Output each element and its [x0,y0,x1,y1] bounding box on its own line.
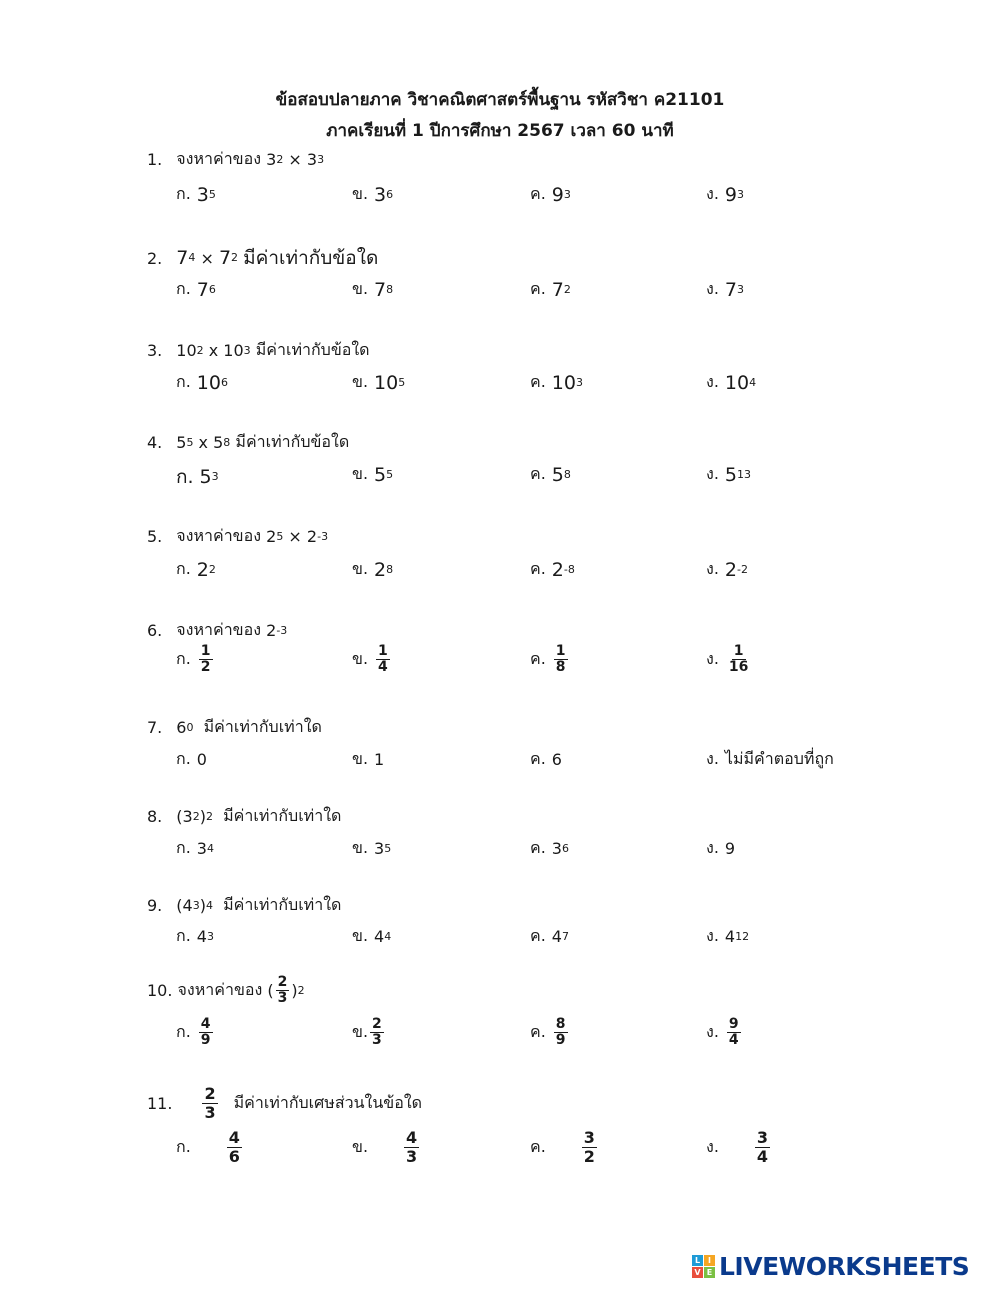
base: (3 [176,807,193,826]
question-3 [0,338,1000,428]
base: 2 [374,558,387,581]
option-b[interactable] [352,644,392,675]
question-stem: 10. จงหาค่าของ ( $\frac{2}{3}$ ) 2 [147,974,305,1006]
base: 10 [551,371,576,394]
denominator: 16 [728,659,749,675]
base: 7 [551,278,564,301]
option-label: ข. [352,184,369,203]
denominator: 4 [756,1147,769,1166]
option-label: ข. [352,372,369,391]
option-label: ข. [352,464,369,483]
option-label: ง. [706,279,719,298]
option-label: ข. [352,279,369,298]
fraction [755,1129,770,1166]
numerator: 1 [733,643,744,659]
question-number: 6. [147,621,163,640]
base: 9 [724,183,737,206]
question-number: 5. [147,527,163,546]
option-label: ก. [176,1022,191,1041]
base: 2 [266,621,277,640]
question-text: มีค่าเท่ากับเท่าใด [203,717,322,736]
base: 2 [724,558,737,581]
question-number: 11. [147,1094,173,1113]
denominator: 8 [555,659,566,675]
option-label: ค. [530,1022,546,1041]
option-c[interactable]: ค. 9 3 [530,183,571,206]
operator: × [288,150,302,169]
option-text: 0 [196,750,207,769]
option-c[interactable]: ค. 3 6 [530,836,569,861]
option-label: ค. [530,838,546,857]
denominator: 4 [378,659,388,675]
base: 7 [176,247,189,269]
numerator: 8 [555,1016,566,1032]
fraction [554,1017,568,1048]
base: 4 [724,927,736,946]
option-c[interactable]: ค. 10 3 [530,371,583,394]
option-b[interactable] [352,1017,386,1048]
question-text: มีค่าเท่ากับเท่าใด [223,806,342,825]
option-d[interactable] [706,1129,772,1166]
option-label: ค. [530,649,546,668]
fraction [727,644,750,675]
base: 5 [176,433,187,452]
question-text: จงหาค่าของ [176,620,262,639]
option-d[interactable]: ง. 7 3 [706,278,744,301]
fraction [370,1017,384,1048]
question-7 [0,715,1000,805]
question-text: มีค่าเท่ากับข้อใด [235,432,350,451]
option-label: ก. [176,649,191,668]
option-label: ง. [706,1022,719,1041]
operator: × [288,527,302,546]
question-8 [0,804,1000,894]
option-label: ค. [530,1137,546,1156]
question-4 [0,430,1000,520]
option-a[interactable]: ก. 4 3 [176,924,214,949]
question-2 [0,243,1000,333]
option-b[interactable]: ข. 10 5 [352,371,406,394]
option-c[interactable] [530,1129,599,1166]
question-stem: 3. 10 2 x 10 3 มีค่าเท่ากับข้อใด [147,338,370,363]
option-b[interactable]: ข. 3 5 [352,836,391,861]
logo-cubes-icon [692,1255,715,1278]
denominator: 6 [228,1147,240,1166]
option-c[interactable]: ค. 2 -8 [530,558,575,581]
question-text: มีค่าเท่ากับข้อใด [243,247,379,269]
question-10 [0,975,1000,1065]
paren: ) [291,981,298,1000]
base: 5 [374,463,387,486]
question-text: มีค่าเท่ากับเท่าใด [223,895,342,914]
numerator: 3 [583,1128,595,1147]
base: 7 [724,278,737,301]
option-label: ค. [530,184,546,203]
option-label: ข. [352,926,369,945]
base: 3 [196,183,209,206]
base: 9 [551,183,564,206]
option-label: ก. [176,749,191,768]
base: 2 [306,527,318,546]
base: 2 [551,558,564,581]
base: 10 [724,371,750,394]
option-a[interactable] [176,747,207,772]
base: 10 [374,371,399,394]
question-stem [147,1085,422,1122]
question-11 [0,1085,1000,1175]
numerator: 2 [277,974,288,990]
option-a[interactable]: ก. 5 3 [176,462,219,492]
fraction [404,1129,419,1166]
question-stem: 6. จงหาค่าของ 2 -3 [147,618,287,643]
base: (4 [176,896,193,915]
base: 6 [176,718,187,737]
question-9 [0,893,1000,983]
fraction [376,644,390,675]
base: 7 [196,278,209,301]
question-text: จงหาค่าของ [176,149,262,168]
question-number: 10. [147,981,173,1000]
option-label: ง. [706,1137,719,1156]
option-c[interactable] [530,747,562,772]
denominator: 2 [200,659,211,675]
question-stem: 5. จงหาค่าของ 2 5 × 2 -3 [147,524,328,549]
option-b[interactable]: ข. 2 8 [352,558,394,581]
option-label: ง. [706,464,719,483]
logo-cube: V [692,1267,703,1278]
option-b[interactable] [352,747,384,772]
base: 4 [196,927,207,946]
base: 5 [199,466,212,488]
option-d[interactable]: ง. 2 -2 [706,558,748,581]
base: 3 [196,839,207,858]
option-label: ก. [176,559,191,578]
option-label: ข. [352,838,369,857]
denominator: 3 [204,1103,216,1122]
option-d[interactable] [706,1017,743,1048]
option-label: ค. [530,464,546,483]
option-c[interactable] [530,644,570,675]
option-label: ง. [706,838,719,857]
option-a[interactable]: ก. 10 6 [176,371,228,394]
option-a[interactable]: ก. 7 6 [176,278,216,301]
option-a[interactable] [176,1017,215,1048]
option-label: ค. [530,559,546,578]
option-d[interactable] [706,836,735,861]
option-label: ก. [176,279,191,298]
option-b[interactable]: ข. 3 6 [352,183,394,206]
option-b[interactable] [352,1129,421,1166]
question-number: 3. [147,341,163,360]
question-stem: 7. 6 0 มีค่าเท่ากับเท่าใด [147,715,322,740]
option-label: ง. [706,749,719,768]
base: 5 [551,463,564,486]
base: 3 [551,839,562,858]
question-number: 9. [147,896,163,915]
operator: x [208,341,219,360]
denominator: 3 [372,1032,382,1048]
operator: x [198,433,209,452]
base: 10 [223,341,244,360]
exam-subtitle: ภาคเรียนที่ 1 ปีการศึกษา 2567 เวลา 60 นาที [326,121,674,141]
question-number: 7. [147,718,163,737]
option-b[interactable]: ข. 5 5 [352,463,394,486]
option-label: ก. [176,1137,191,1156]
option-label: ข. [352,749,369,768]
question-stem: 9. (4 3 ) 4 มีค่าเท่ากับเท่าใด [147,893,341,918]
option-label: ง. [706,926,719,945]
numerator: 4 [406,1128,418,1147]
option-label: ก. [176,184,191,203]
denominator: 2 [583,1147,595,1166]
option-c[interactable]: ค. 4 7 [530,924,569,949]
option-label: ก. [176,466,194,488]
paren: ( [267,981,274,1000]
option-label: ข. [352,559,369,578]
option-text: 1 [374,750,385,769]
option-text: 6 [551,750,562,769]
numerator: 3 [756,1128,769,1147]
option-text: 9 [724,839,736,858]
option-label: ค. [530,279,546,298]
fraction [199,1017,213,1048]
option-d[interactable]: ง. 9 3 [706,183,744,206]
option-label: ง. [706,184,719,203]
question-text: มีค่าเท่ากับเศษส่วนในข้อใด [233,1093,423,1112]
numerator: 1 [378,643,388,659]
base: 10 [176,341,197,360]
question-5 [0,524,1000,614]
numerator: 1 [200,643,211,659]
option-d[interactable]: ง. 5 13 [706,463,751,486]
denominator: 4 [728,1032,739,1048]
question-number: 1. [147,150,163,169]
option-a[interactable]: ก. 2 2 [176,558,216,581]
logo-cube: L [692,1255,703,1266]
question-stem: 1. จงหาค่าของ 3 2 × 3 3 [147,147,324,172]
paren: ) [199,896,206,915]
option-label: ก. [176,926,191,945]
option-d[interactable] [706,644,752,675]
base: 5 [213,433,224,452]
fraction [554,644,568,675]
numerator: 2 [204,1084,216,1103]
option-label: ค. [530,372,546,391]
base: 4 [374,927,385,946]
denominator: 3 [277,990,288,1006]
liveworksheets-logo[interactable] [692,1252,969,1281]
base: 7 [218,247,232,269]
question-1 [0,147,1000,237]
fraction [276,975,290,1006]
option-label: ค. [530,749,546,768]
numerator: 9 [728,1016,739,1032]
question-stem: 8. (3 2 ) 2 มีค่าเท่ากับเท่าใด [147,804,341,829]
fraction [199,644,213,675]
option-a[interactable] [176,644,215,675]
denominator: 9 [555,1032,566,1048]
option-label: ข. [352,649,369,668]
fraction [227,1129,242,1166]
question-text: จงหาค่าของ [177,980,263,999]
option-a[interactable] [176,1129,244,1166]
base: 7 [374,278,387,301]
option-b[interactable]: ข. 7 8 [352,278,394,301]
base: 4 [551,927,562,946]
option-label: ค. [530,926,546,945]
numerator: 4 [200,1016,211,1032]
base: 10 [196,371,221,394]
option-label: ข. [352,1022,369,1041]
question-text: มีค่าเท่ากับข้อใด [255,340,370,359]
numerator: 1 [555,643,566,659]
denominator: 3 [406,1147,418,1166]
base: 2 [196,558,209,581]
option-d[interactable] [706,747,834,772]
numerator: 2 [372,1016,382,1032]
operator: × [200,248,214,268]
question-number: 4. [147,433,163,452]
question-number: 8. [147,807,163,826]
logo-cube: I [704,1255,715,1266]
brand-name: LIVEWORKSHEETS [719,1252,970,1281]
option-label: ง. [706,372,719,391]
base: 2 [266,527,277,546]
fraction [202,1085,217,1122]
question-6 [0,618,1000,708]
option-c[interactable] [530,1017,570,1048]
option-label: ง. [706,559,719,578]
exam-title: ข้อสอบปลายภาค วิชาคณิตศาสตร์พื้นฐาน รหัสวิชา ค21101 [275,90,725,110]
question-text: จงหาค่าของ [176,526,262,545]
base: 5 [724,463,737,486]
option-a[interactable]: ก. 3 5 [176,183,216,206]
question-stem: 2. 7 4 × 7 2 มีค่าเท่ากับข้อใด [147,243,378,273]
option-b[interactable]: ข. 4 4 [352,924,391,949]
option-label: ก. [176,838,191,857]
option-a[interactable]: ก. 3 4 [176,836,214,861]
fraction [582,1129,597,1166]
base: 3 [374,839,385,858]
logo-cube: E [704,1267,715,1278]
option-label: ง. [706,649,719,668]
option-d[interactable]: ง. 4 12 [706,924,749,949]
option-c[interactable]: ค. 7 2 [530,278,571,301]
option-label: ข. [352,1137,369,1156]
base: 3 [306,150,318,169]
option-label: ก. [176,372,191,391]
option-d[interactable]: ง. 10 4 [706,371,757,394]
denominator: 9 [200,1032,211,1048]
paren: ) [199,807,206,826]
option-c[interactable]: ค. 5 8 [530,463,571,486]
numerator: 4 [228,1128,240,1147]
question-number: 2. [147,248,163,268]
option-text: ไม่มีคำตอบที่ถูก [724,749,834,768]
base: 3 [374,183,387,206]
question-stem: 4. 5 5 x 5 8 มีค่าเท่ากับข้อใด [147,430,349,455]
fraction [727,1017,741,1048]
base: 3 [266,150,277,169]
